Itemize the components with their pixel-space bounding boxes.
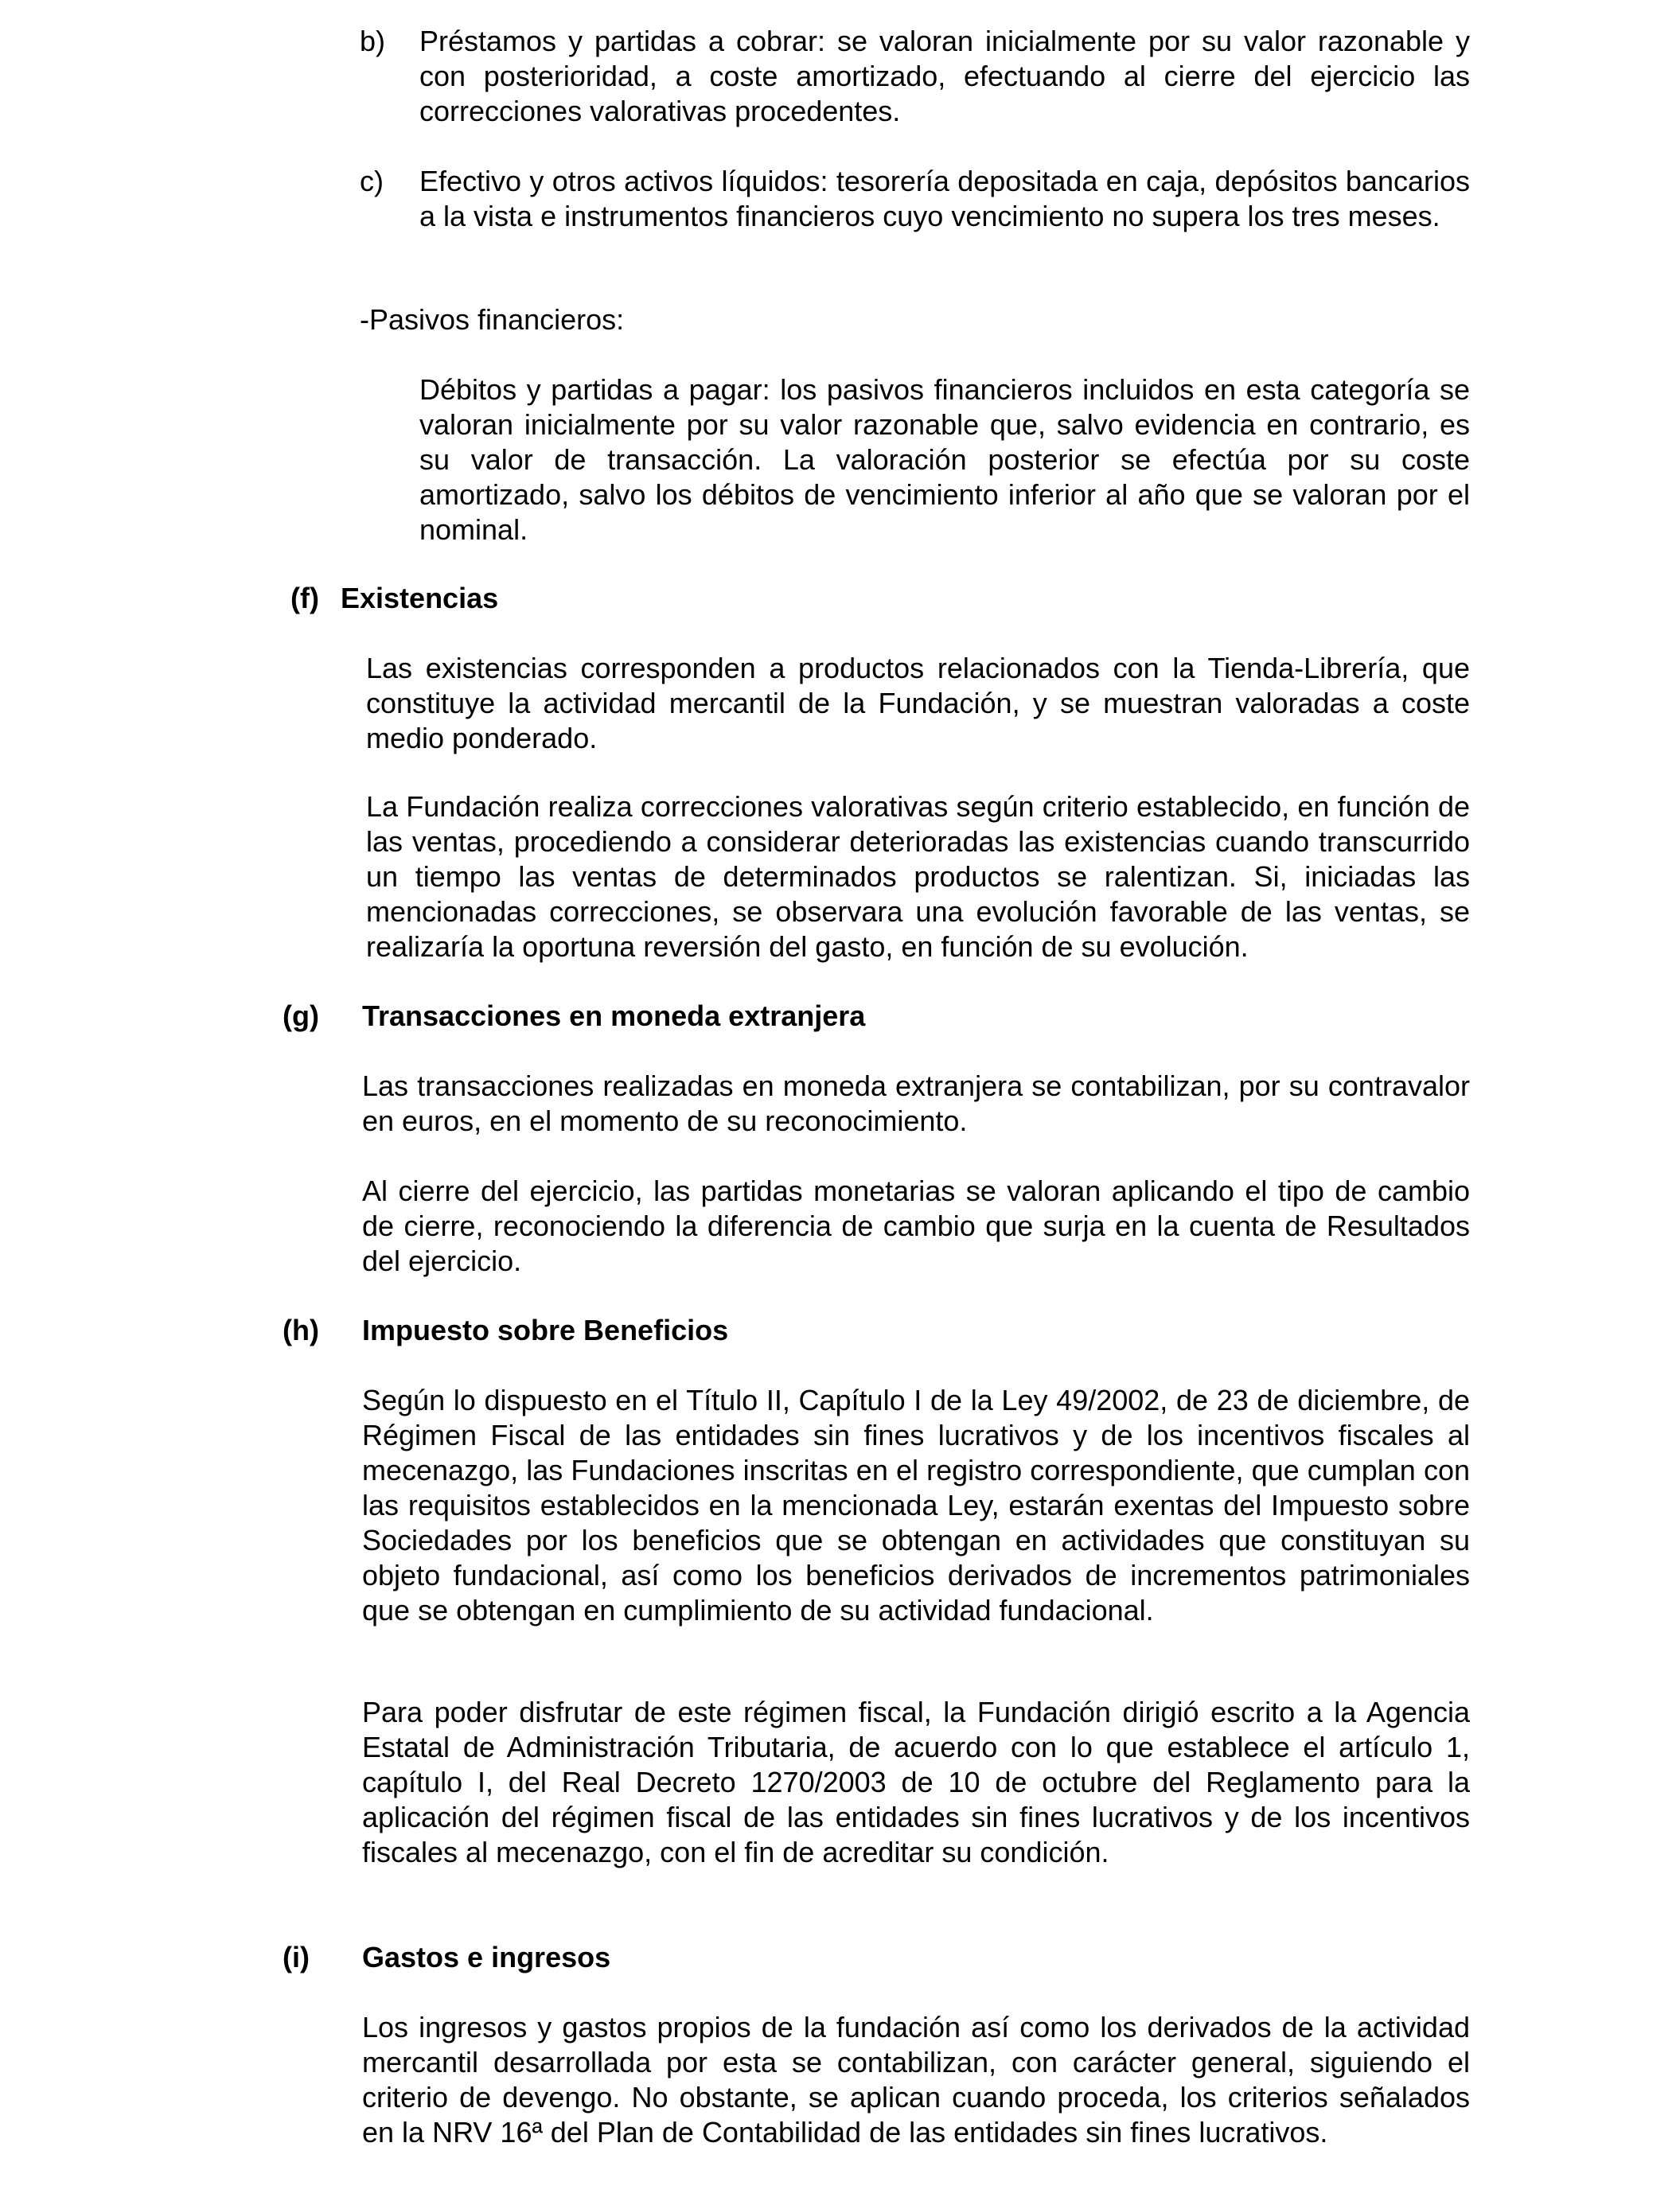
section-h-body-2: [362, 1695, 1470, 1870]
financial-liabilities-text: Débitos y partidas a pagar: los pasivos financieros incluidos en esta categoría se valoran inicialmente por su valor razonable que, salvo evidencia en contrario, es su valor de transacción. La valoración posterior se efectúa por su coste amortizado, salvo los débitos de vencimiento inferior al año que se valoran por el nominal.: [419, 373, 1470, 546]
section-i-title: Gastos e ingresos: [362, 1941, 611, 1973]
item-b-text: Préstamos y partidas a cobrar: se valoran inicialmente por su valor razonable y con posterioridad, a coste amortizado, efectuando al cierre del ejercicio las correcciones valorativas procedentes.: [419, 25, 1470, 127]
item-b-paragraph: [419, 24, 1470, 129]
section-f-paragraph-1: Las existencias corresponden a productos relacionados con la Tienda-Librería, que constituye la actividad mercantil de la Fundación, y se muestran valoradas a coste medio ponderado.: [366, 652, 1470, 754]
section-i-letter: (i): [283, 1941, 310, 1973]
section-h-body: [362, 1383, 1470, 1628]
item-c-text: Efectivo y otros activos líquidos: tesorería depositada en caja, depósitos bancarios a la vista e instrumentos financieros cuyo vencimiento no supera los tres meses.: [419, 165, 1470, 232]
section-f-title: Existencias: [341, 582, 499, 614]
section-f-body-2: [366, 789, 1470, 964]
financial-liabilities-paragraph: [419, 372, 1470, 547]
section-g-body-2: [362, 1174, 1470, 1279]
section-h-title: Impuesto sobre Beneficios: [362, 1314, 729, 1346]
item-c-label: c): [360, 165, 384, 197]
section-f-paragraph-2: La Fundación realiza correcciones valorativas según criterio establecido, en función de las ventas, procediendo a considerar deterioradas las existencias cuando transcurrido un tiempo las ventas de determinados productos se ralentizan. Si, iniciadas las mencionadas correcciones, se observara una evolución favorable de las ventas, se realizaría la oportuna reversión del gasto, en función de su evolución.: [366, 790, 1470, 963]
section-g-paragraph-1: Las transacciones realizadas en moneda extranjera se contabilizan, por su contravalor en euros, en el momento de su reconocimiento.: [362, 1069, 1470, 1137]
section-h-paragraph-1: Según lo dispuesto en el Título II, Capítulo I de la Ley 49/2002, de 23 de diciembre, de Régimen Fiscal de las entidades sin fines lucrativos y de los incentivos fiscales al mecenazgo, las Fundaciones inscritas en el registro correspondiente, que cumplan con las requisitos establecidos en la mencionada Ley, estarán exentas del Impuesto sobre Sociedades por los beneficios que se obtengan en actividades que constituyan su objeto fundacional, así como los beneficios derivados de incrementos patrimoniales que se obtengan en cumplimiento de su actividad fundacional.: [362, 1384, 1470, 1627]
section-g-letter: (g): [283, 999, 319, 1032]
section-g-body: [362, 1069, 1470, 1139]
section-h-paragraph-2: Para poder disfrutar de este régimen fiscal, la Fundación dirigió escrito a la Agencia Estatal de Administración Tributaria, de acuerdo con lo que establece el artículo 1, capítulo I, del Real Decreto 1270/2003 de 10 de octubre del Reglamento para la aplicación del régimen fiscal de las entidades sin fines lucrativos y de los incentivos fiscales al mecenazgo, con el fin de acreditar su condición.: [362, 1696, 1470, 1868]
section-g-paragraph-2: Al cierre del ejercicio, las partidas monetarias se valoran aplicando el tipo de cambio de cierre, reconociendo la diferencia de cambio que surja en la cuenta de Resultados del ejercicio.: [362, 1175, 1470, 1277]
item-b-label: b): [360, 25, 386, 57]
section-f-letter: (f): [290, 582, 319, 614]
item-c-paragraph: [419, 164, 1470, 234]
section-h-letter: (h): [283, 1314, 319, 1346]
financial-liabilities-title: -Pasivos financieros:: [360, 303, 625, 336]
section-i-paragraph-1: Los ingresos y gastos propios de la fundación así como los derivados de la actividad mercantil desarrollada por esta se contabilizan, con carácter general, siguiendo el criterio de devengo. No obstante, se aplican cuando proceda, los criterios señalados en la NRV 16ª del Plan de Contabilidad de las entidades sin fines lucrativos.: [362, 2011, 1470, 2149]
section-g-title: Transacciones en moneda extranjera: [362, 999, 866, 1032]
section-f-body: [366, 651, 1470, 756]
section-i-body: [362, 2010, 1470, 2150]
